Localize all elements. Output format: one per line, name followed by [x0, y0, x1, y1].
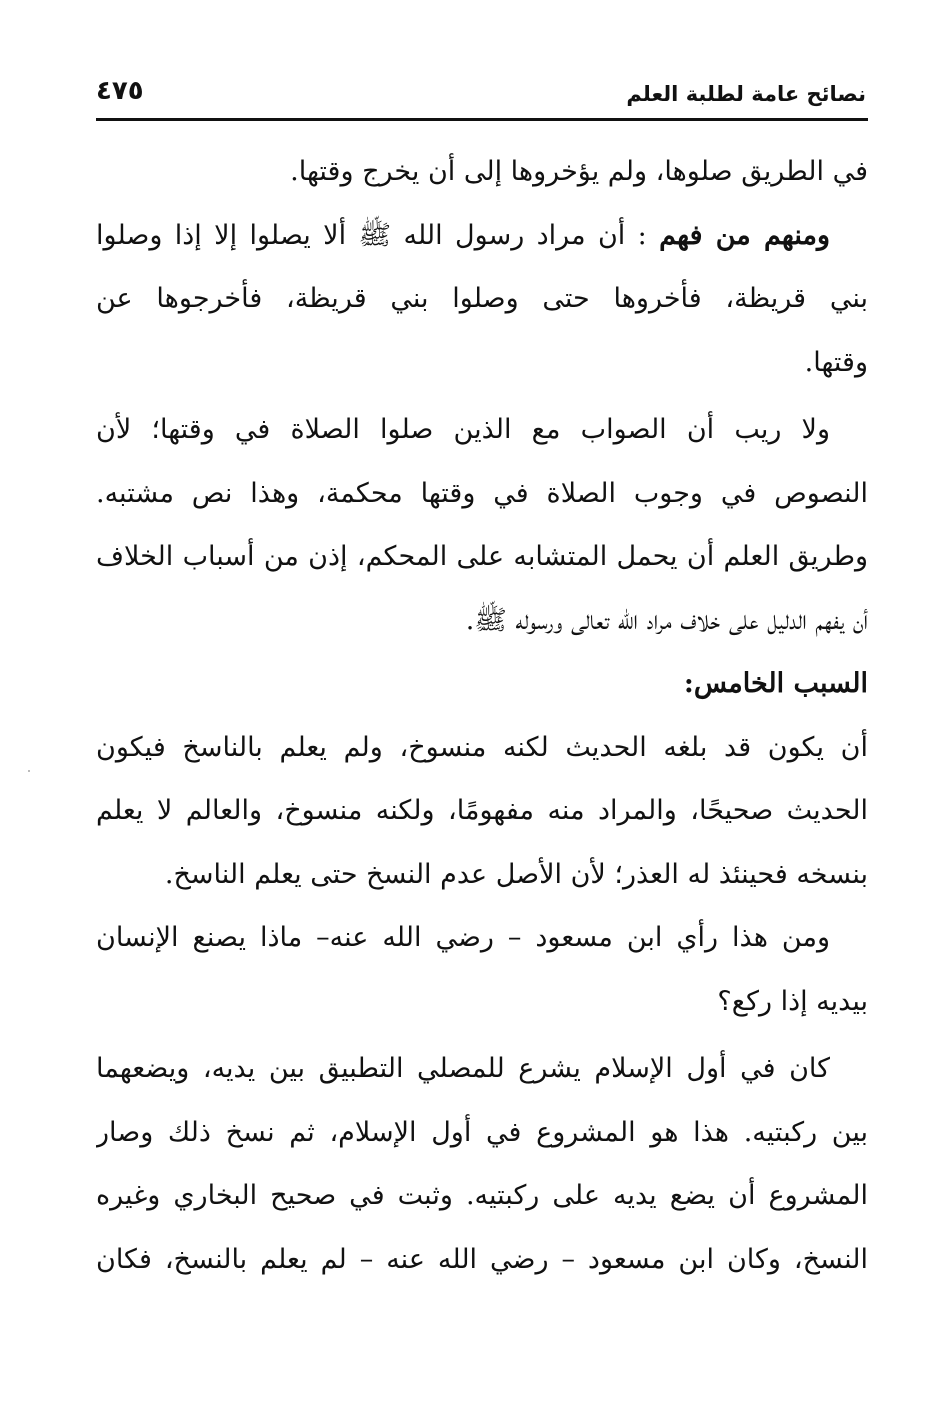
- text-line-4: وقتها.: [804, 346, 868, 378]
- text-line-10: أن يكون قد بلغه الحديث لكنه منسوخ، ولم يعلم بالناسخ فيكون: [96, 731, 868, 763]
- section-heading: السبب الخامس:: [683, 668, 868, 699]
- bold-lead-phrase: ومنهم من فهم: [659, 219, 831, 251]
- text-line-8: أن يفهم الدليل على خلاف مراد الله تعالى ورسوله ﷺ.: [465, 604, 868, 636]
- scan-speck: [28, 770, 30, 772]
- text-line-12: بنسخه فحينئذ له العذر؛ لأن الأصل عدم النسخ حتى يعلم الناسخ.: [164, 858, 868, 890]
- page-header: [96, 76, 866, 120]
- text-line-3: بني قريظة، فأخروها حتى وصلوا بني قريظة، فأخرجوها عن: [96, 283, 868, 314]
- text-line-1: في الطريق صلوها، ولم يؤخروها إلى أن يخرج وقتها.: [290, 156, 868, 187]
- page-body: [96, 140, 868, 1291]
- text-line-13: ومن هذا رأي ابن مسعود – رضي الله عنه– ماذا يصنع الإنسان: [96, 922, 830, 953]
- text-line-5: ولا ريب أن الصواب مع الذين صلوا الصلاة في وقتها؛ لأن: [96, 414, 830, 445]
- text-line-17: المشروع أن يضع يديه على ركبتيه. وثبت في صحيح البخاري وغيره: [96, 1180, 868, 1211]
- text-line-6: النصوص في وجوب الصلاة في وقتها محكمة، وهذا نص مشتبه.: [96, 477, 868, 509]
- text-line-7: وطريق العلم أن يحمل المتشابه على المحكم، إذن من أسباب الخلاف: [96, 541, 868, 572]
- text-line-14: بيديه إذا ركع؟: [717, 985, 868, 1017]
- text-line-16: بين ركبتيه. هذا هو المشروع في أول الإسلام، ثم نسخ ذلك وصار: [96, 1116, 868, 1148]
- text-line-2-rest: : أن مراد رسول الله ﷺ ألا يصلوا إلا إذا وصلوا: [96, 219, 660, 251]
- text-line-2: [96, 204, 868, 268]
- header-rule: [96, 118, 868, 121]
- page-number: ٤٧٥: [96, 76, 144, 106]
- text-line-11: الحديث صحيحًا، والمراد منه مفهومًا، ولكنه منسوخ، والعالم لا يعلم: [96, 795, 868, 826]
- text-line-15: كان في أول الإسلام يشرع للمصلي التطبيق بين يديه، ويضعهما: [96, 1053, 830, 1084]
- running-title: نصائح عامة لطلبة العلم: [626, 82, 866, 106]
- text-line-18: النسخ، وكان ابن مسعود – رضي الله عنه – لم يعلم بالنسخ، فكان: [96, 1243, 868, 1275]
